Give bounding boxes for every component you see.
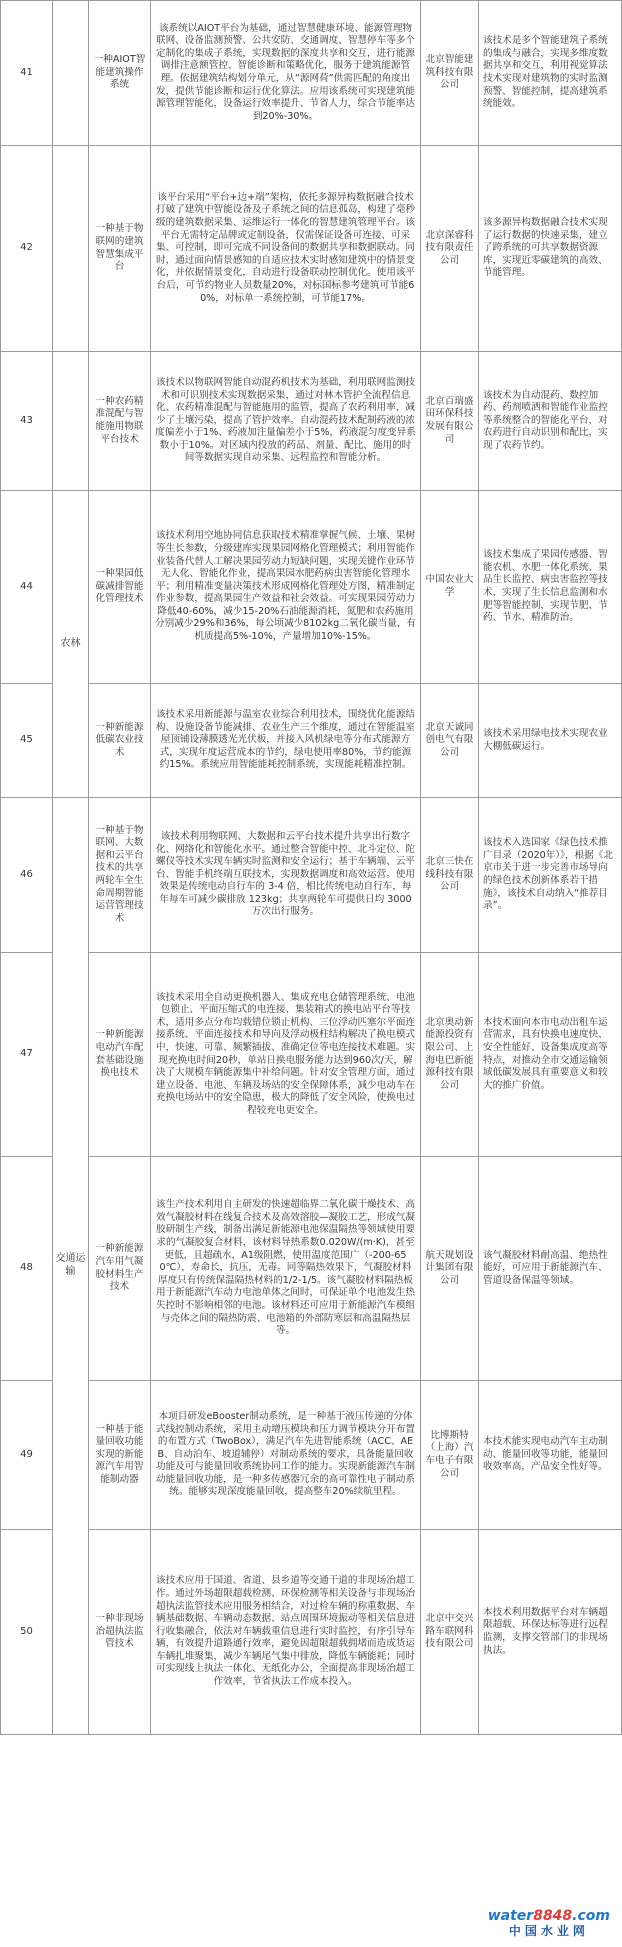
technology-name: 一种新能源低碳农业技术: [89, 684, 151, 798]
row-number: 46: [1, 798, 53, 953]
technology-feature: 本技术利用数据平台对车辆超限超载、环保达标等进行远程监测，支撑交管部门的非现场执法。: [479, 1530, 622, 1735]
applicant-unit: 北京中交兴路车联网科技有限公司: [421, 1530, 479, 1735]
technology-feature: 该技术集成了果园传感器、智能农机、水肥一体化系统、果品生长监控、病虫害监控等技术，实现了生长信息监测和水肥等智能控制，实现节肥、节药、节水、精准防治。: [479, 491, 622, 684]
applicant-unit: 北京百瑞盛田环保科技发展有限公司: [421, 352, 479, 491]
technology-name: 一种农药精准混配与智能施用物联平台技术: [89, 352, 151, 491]
category-cell-blank: [53, 1, 89, 146]
technology-feature: 该技术为自动混药、数控加药、药剂喷洒和智能作业监控等系统整合的智能化平台，对农药进行自动识别和配比，实现了农药节约。: [479, 352, 622, 491]
applicant-unit: 中国农业大学: [421, 491, 479, 684]
applicant-unit: 航天规划设计集团有限公司: [421, 1157, 479, 1381]
technology-description: 该技术以物联网智能自动混药机技术为基础，利用联网监测技术和可识别技术实现数据采集，通过对林木管护全流程信息化、农药精准混配与智能施用的监管，提高了农药利用率，减少了土壤污染，提高了管护效率。自动混药技术配制药液的浓度偏差小于1%、药液加注量偏差小于5%，药液混匀度变异系数小于10%。对区域内投放的药品、剂量、配比、施用的时间等数据实现自动采集、远程监控和智能分析。: [151, 352, 421, 491]
table-row: [1, 1530, 622, 1735]
technology-feature: 该气凝胶材料耐高温、绝热性能好，可应用于新能源汽车、管道设备保温等领域。: [479, 1157, 622, 1381]
applicant-unit: 北京深睿科技有限责任公司: [421, 146, 479, 352]
table-row: [1, 1, 622, 146]
technology-feature: 本技术能实现电动汽车主动制动、能量回收等功能，能量回收效率高，产品安全性好等。: [479, 1381, 622, 1530]
table-row: [1, 798, 622, 953]
technology-name: 一种AIOT智能建筑操作系统: [89, 1, 151, 146]
technology-name: 一种新能源电动汽车配套基础设施换电技术: [89, 953, 151, 1157]
technology-name: 一种非现场治超执法监管技术: [89, 1530, 151, 1735]
technology-feature: 该技术是多个智能建筑子系统的集成与融合，实现多维度数据共享和交互，利用视觉算法技术实现对建筑物的实时监测预警、智能控制，提高建筑系统能效。: [479, 1, 622, 146]
watermark-brand: [488, 1908, 610, 1924]
row-number: 43: [1, 352, 53, 491]
row-number: 41: [1, 1, 53, 146]
applicant-unit: 比博斯特（上海）汽车电子有限公司: [421, 1381, 479, 1530]
table-row: [1, 1157, 622, 1381]
technology-feature: 该多源异构数据融合技术实现了运行数据的快速采集，建立了跨系统的可共享数据资源库，实现近零碳建筑的高效、节能管理。: [479, 146, 622, 352]
technology-description: 该技术利用物联网、大数据和云平台技术提升共享出行数字化、网络化和智能化水平。通过整合智能中控、北斗定位、陀螺仪等技术实现车辆实时监测和安全运行；基于车辆端、云平台、智能手机终端互联技术，实现数据调度和高效运营。使用效果是传统电动自行车的 3-4 倍，相比传统电动自行车，每年每车可减少碳排放 123kg；共享两轮车可提供日均 3000 万次出行服务。: [151, 798, 421, 953]
applicant-unit: 北京三快在线科技有限公司: [421, 798, 479, 953]
technology-description: 该技术采用新能源与温室农业综合利用技术，围绕优化能源结构、设施设备节能减排、农业生产三个维度，通过在智能温室屋顶铺设薄膜透光光伏板，并接入风机绿电等分布式能源方式，实现年度运营成本的节约，绿电使用率80%，节约能源约15%。系统应用智能能耗控制系统，实现能耗精准控制。: [151, 684, 421, 798]
site-watermark-logo: [488, 1908, 610, 1938]
watermark-brand-suffix: .com: [572, 1908, 610, 1924]
watermark-brand-number: 8848: [533, 1908, 573, 1924]
table-row: [1, 352, 622, 491]
technology-feature: 该技术入选国家《绿色技术推广目录（2020年）》，根据《北京市关于进一步完善市场导向的绿色技术创新体系若干措施》，该技术自动纳入“推荐目录”。: [479, 798, 622, 953]
technology-name: 一种基于物联网、大数据和云平台技术的共享两轮车全生命周期智能运营管理技术: [89, 798, 151, 953]
watermark-brand-main: water: [487, 1908, 534, 1924]
technology-description: 该技术应用于国道、省道、县乡道等交通干道的非现场治超工作。通过外场超限超载检测、环保检测等相关设备与非现场治超执法监管技术应用服务相结合，对过检车辆的称重数据、车辆基础数据、车辆动态数据、站点周围环境振动等相关信息进行收集融合，依法对车辆载重信息进行实时监控，有序引导车辆，有效提升道路通行效率，避免因超限超载拥堵而造成货运车辆扎堆聚集，减少车辆尾气集中排放，降低车辆能耗；同时可实现线上执法一体化、无纸化办公，全面提高非现场治超工作效率，节省执法工作成本投入。: [151, 1530, 421, 1735]
row-number: 45: [1, 684, 53, 798]
row-number: 47: [1, 953, 53, 1157]
row-number: 42: [1, 146, 53, 352]
table-row: [1, 1381, 622, 1530]
technology-feature: 该技术采用绿电技术实现农业大棚低碳运行。: [479, 684, 622, 798]
category-label: 农林: [53, 491, 89, 798]
technology-name: 一种新能源汽车用气凝胶材料生产技术: [89, 1157, 151, 1381]
table-row: [1, 491, 622, 684]
technology-description: 该生产技术利用自主研发的快速超临界二氧化碳干燥技术、高效气凝胶材料在线复合技术及高效溶胶—凝胶工艺，形成气凝胶研制生产线，制备出满足新能源电池保温隔热等领域使用要求的气凝胶复合材料，该材料导热系数0.020W/(m·K)，甚至更低，且超疏水，A1级阻燃，使用温度范围广（-200-650℃），寿命长，抗压，无毒。同等隔热效果下，气凝胶材料厚度只有传统保温隔热材料的1/2-1/5。该气凝胶材料隔热板用于新能源汽车动力电池单体之间时，可保证单个电池发生热失控时不影响相邻的电池。该材料还可应用于新能源汽车模组与壳体之间的隔热防震、电池箱的外部防寒层和高温隔热层等。: [151, 1157, 421, 1381]
technology-name: 一种果园低碳减排智能化管理技术: [89, 491, 151, 684]
technology-name: 一种基于物联网的建筑智慧集成平台: [89, 146, 151, 352]
table-row: [1, 146, 622, 352]
technology-description: 该技术采用全自动更换机器人、集成充电仓储管理系统、电池包锁止、平面压缩式的电连接、集装箱式的换电站平台等技术，适用多点分布均载错位锁止机构、三位浮动匹塞尔平面连接系统、平面连接技术和导向及浮动极柱结构解决了换电模式中，快速、可靠、频繁插拔、准确定位等电连接技术难题。实现充换电时间20秒，单站日换电服务能力达到960次/天，解决了大规模车辆能源集中补给问题。针对安全管理方面，通过建立设备、电池、车辆及场站的安全保障体系，减少电动车在充换电场站中的安全隐患，极大的降低了安全风险，使换电过程较充电更安全。: [151, 953, 421, 1157]
table-row: [1, 953, 622, 1157]
technology-description: 该技术利用空地协同信息获取技术精准掌握气候、土壤、果树等生长参数，分级建库实现果园网格化管理模式；利用智能作业装备代替人工解决果园劳动力短缺问题，实现关键作业环节无人化、智能化作业，提高果园水肥药病虫害智能化管理水平；利用精准变量决策技术形成网格化管理处方图，精准制定作业参数，提高果园生产效益和社会效益。可实现果园劳动力降低40-60%，减少15-20%石油能源消耗，氮肥和农药施用分别减少29%和36%，每公顷减少8102kg二氧化碳当量，有机质提高5%-10%，产量增加10%-15%。: [151, 491, 421, 684]
technology-description: 该系统以AIOT平台为基础，通过智慧健康环境、能源管理物联网、设备监测预警、公共安防、交通调度、智慧停车等多个定制化的集成子系统，实现数据的深度共享和交互，进行能源调排注意额管控、智能诊断和策略优化，服务于建筑能源管理。依据建筑结构划分单元，从“源网荷”供需匹配的角度出发，提供节能诊断和运行优化算法。应用该系统可实现建筑能源管理智能化，设备运行效率提升、节省人力，综合节能率达到20%-30%。: [151, 1, 421, 146]
category-label: 交通运输: [53, 798, 89, 1735]
technology-description: 该平台采用“平台+边+端”架构，依托多源异构数据融合技术打破了建筑中智能设备及子系统之间的信息孤岛，构建了毫秒级的建筑数据采集、运维运行一体化的智慧建筑管理平台。该平台无需特定品牌或定制设备，仅需保证设备可连接、可采集、可控制，即可完成不同设备间的数据共享和数据联动。同时，通过面向情景感知的自适应技术实时感知建筑中的情景变化，并依据情景变化，自动进行设备联动控制优化。使用该平台后，可节约物业人员数量20%，对标国标参考建筑可节能60%，对标单一系统控制，可节能17%。: [151, 146, 421, 352]
technology-description: 本项目研发eBooster制动系统，是一种基于液压传递的分体式线控制动系统，采用主动增压模块和压力调节模块分开布置的布置方式（TwoBox），满足汽车先进智能系统（ACC、AEB、自动泊车、坡道辅停）对制动系统的要求，具备能量回收功能及可与能量回收系统协同工作的能力。实现新能源汽车制动能量回收功能，是一种多传感器冗余的高可靠性电子制动系统。能够实现深度能量回收，提高整车20%续航里程。: [151, 1381, 421, 1530]
applicant-unit: 北京天诚同创电气有限公司: [421, 684, 479, 798]
applicant-unit: 北京奥动新能源投资有限公司、上海电巴新能源科技有限公司: [421, 953, 479, 1157]
category-cell-blank: [53, 352, 89, 491]
technology-feature: 本技术面向本市电动出租车运营需求，具有快换电速度快、安全性能好、设备集成度高等特点，对推动全市交通运输领域低碳发展具有重要意义和较大的推广价值。: [479, 953, 622, 1157]
applicant-unit: 北京智能建筑科技有限公司: [421, 1, 479, 146]
watermark-brand-cn: 中国水业网: [508, 1924, 589, 1938]
row-number: 50: [1, 1530, 53, 1735]
table-row: [1, 684, 622, 798]
category-cell-blank: [53, 146, 89, 352]
row-number: 49: [1, 1381, 53, 1530]
row-number: 44: [1, 491, 53, 684]
technology-name: 一种基于能量回收功能实现的新能源汽车用智能制动器: [89, 1381, 151, 1530]
row-number: 48: [1, 1157, 53, 1381]
